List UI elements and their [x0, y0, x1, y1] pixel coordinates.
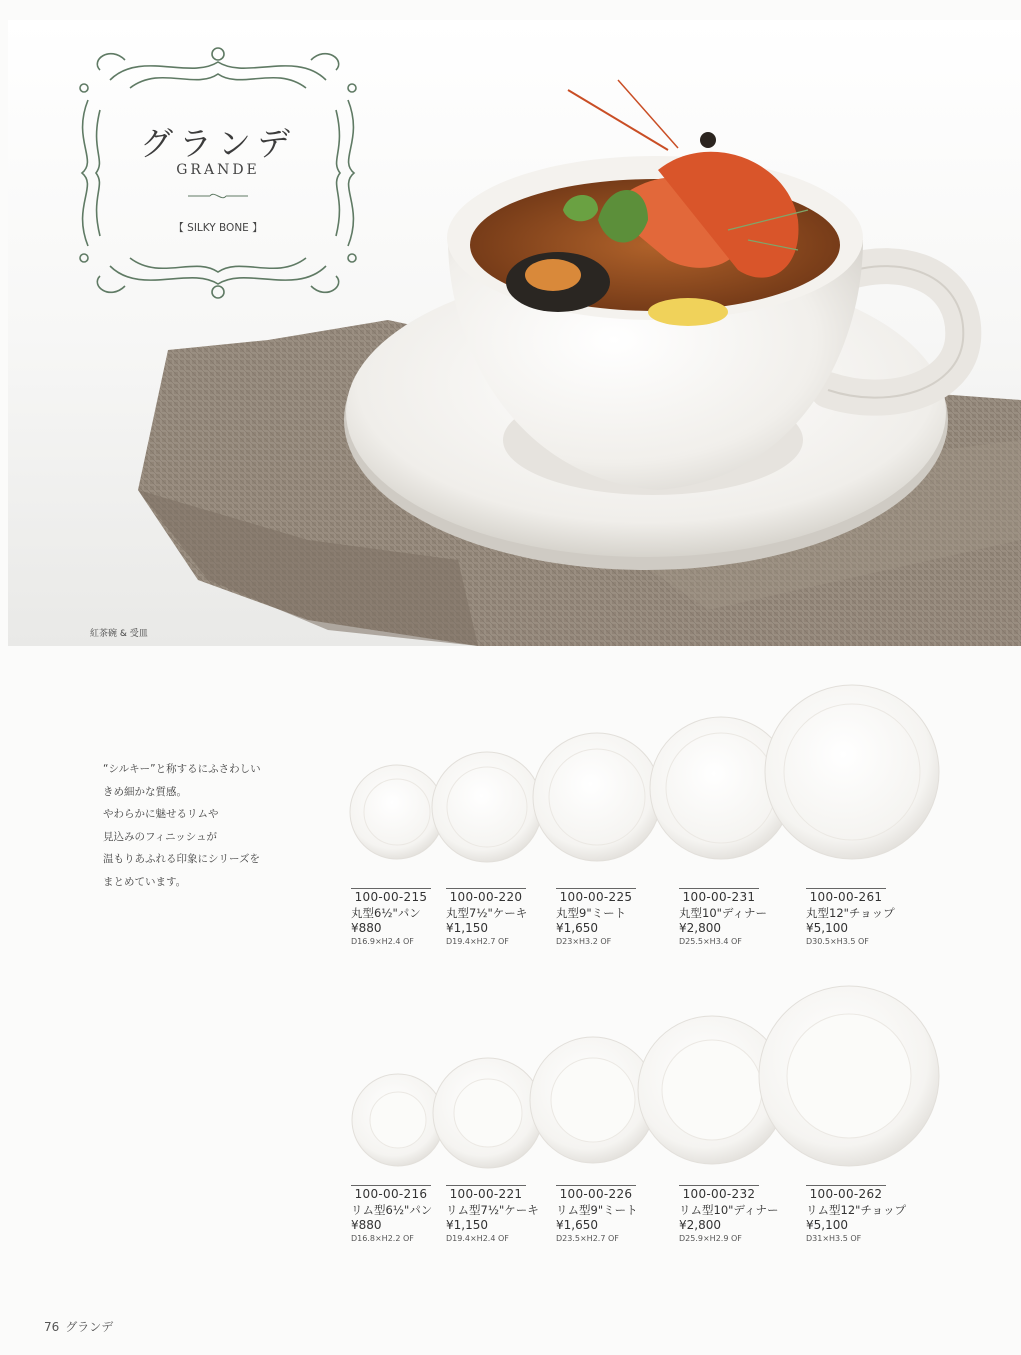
product-size: D16.9×H2.4 OF — [351, 937, 414, 946]
product-name: リム型7½"ケーキ — [446, 1203, 539, 1217]
product-size: D23×H3.2 OF — [556, 937, 612, 946]
rim-plate-icon — [433, 1058, 543, 1168]
page-subtitle: GRANDE — [176, 162, 260, 178]
rim-plate-icon — [759, 986, 939, 1166]
product-code: 100-00-261 — [806, 888, 886, 904]
plate-icon — [533, 733, 661, 861]
product-price: ¥880 — [351, 1218, 382, 1232]
product-size: D31×H3.5 OF — [806, 1234, 862, 1243]
product-price: ¥5,100 — [806, 1218, 848, 1232]
product-code: 100-00-232 — [679, 1185, 759, 1201]
product-name: 丸型6½"パン — [351, 906, 421, 920]
rim-plates-illustration — [340, 980, 960, 1180]
description-line: 温もりあふれる印象にシリーズを — [103, 853, 260, 865]
product-name: リム型10"ディナー — [679, 1203, 779, 1217]
page-title: グランデ — [140, 124, 296, 163]
description-line: “シルキー”と称するにふさわしい — [103, 763, 261, 775]
product-item — [556, 888, 674, 946]
rim-plate-icon — [530, 1037, 656, 1163]
material-tag: 【 SILKY BONE 】 — [173, 222, 263, 234]
product-item — [446, 1185, 564, 1243]
product-price: ¥1,150 — [446, 921, 488, 935]
photo-caption: 紅茶碗 & 受皿 — [90, 629, 148, 639]
plate-icon — [432, 752, 542, 862]
product-size: D25.5×H3.4 OF — [679, 937, 742, 946]
plate-icon — [350, 765, 444, 859]
title-plaque — [70, 40, 366, 306]
product-name: リム型9"ミート — [556, 1203, 638, 1217]
product-item — [679, 1185, 797, 1243]
product-code: 100-00-226 — [556, 1185, 636, 1201]
product-size: D30.5×H3.5 OF — [806, 937, 869, 946]
product-size: D19.4×H2.7 OF — [446, 937, 509, 946]
product-price: ¥2,800 — [679, 1218, 721, 1232]
product-item — [806, 1185, 924, 1243]
product-price: ¥5,100 — [806, 921, 848, 935]
product-name: 丸型7½"ケーキ — [446, 906, 528, 920]
product-price: ¥2,800 — [679, 921, 721, 935]
product-code: 100-00-221 — [446, 1185, 526, 1201]
product-item — [679, 888, 797, 946]
product-item — [806, 888, 924, 946]
product-name: リム型6½"パン — [351, 1203, 433, 1217]
product-name: 丸型12"チョップ — [806, 906, 895, 920]
product-size: D23.5×H2.7 OF — [556, 1234, 619, 1243]
description-line: まとめています。 — [103, 875, 187, 888]
product-code: 100-00-225 — [556, 888, 636, 904]
product-size: D25.9×H2.9 OF — [679, 1234, 742, 1243]
page-number: 76 — [44, 1320, 60, 1334]
round-plates-illustration — [340, 680, 960, 880]
product-code: 100-00-262 — [806, 1185, 886, 1201]
plate-icon — [765, 685, 939, 859]
product-item — [556, 1185, 674, 1243]
product-price: ¥1,650 — [556, 1218, 598, 1232]
product-price: ¥1,650 — [556, 921, 598, 935]
product-name: 丸型10"ディナー — [679, 906, 768, 920]
product-size: D19.4×H2.4 OF — [446, 1234, 509, 1243]
description-line: 見込みのフィニッシュが — [103, 830, 218, 843]
product-name: リム型12"チョップ — [806, 1203, 907, 1217]
product-code: 100-00-231 — [679, 888, 759, 904]
description-line: やわらかに魅せるリムや — [103, 808, 219, 820]
product-item — [446, 888, 564, 946]
product-code: 100-00-215 — [351, 888, 431, 904]
product-code: 100-00-216 — [351, 1185, 431, 1201]
product-size: D16.8×H2.2 OF — [351, 1234, 414, 1243]
section-name: グランデ — [65, 1320, 114, 1334]
description-line: きめ細かな質感。 — [103, 785, 187, 798]
description — [103, 758, 303, 893]
product-name: 丸型9"ミート — [556, 906, 627, 920]
product-price: ¥880 — [351, 921, 382, 935]
page-footer — [44, 1318, 119, 1335]
product-code: 100-00-220 — [446, 888, 526, 904]
product-price: ¥1,150 — [446, 1218, 488, 1232]
rim-plate-icon — [352, 1074, 444, 1166]
